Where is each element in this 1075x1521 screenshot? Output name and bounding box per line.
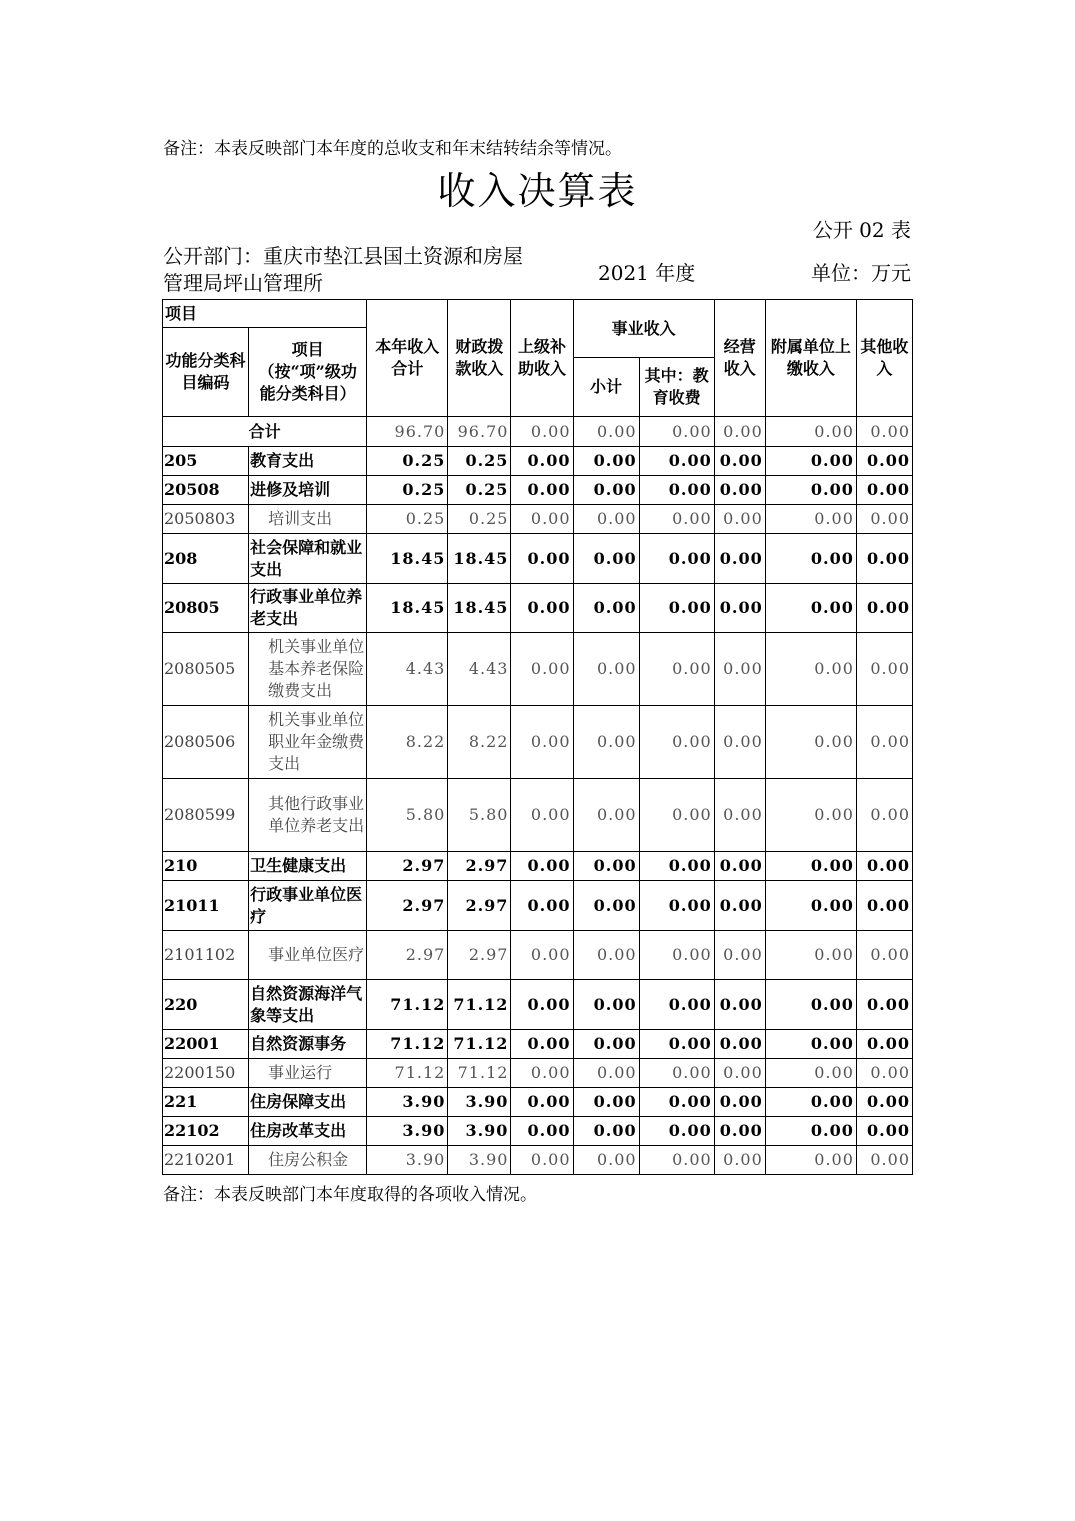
row-code: 2050803 [163,505,249,534]
header-edu: 其中：教育收费 [639,358,714,417]
table-row [163,931,913,980]
total-value: 0.00 [511,417,573,447]
row-name: 行政事业单位医疗 [249,881,367,931]
row-value: 0.00 [856,881,912,931]
row-value: 0.00 [639,1117,714,1146]
header-career: 事业收入 [573,300,714,358]
row-value: 0.00 [856,1030,912,1059]
row-value: 0.00 [639,447,714,476]
table-row [163,534,913,584]
department-label: 公开部门：重庆市垫江县国土资源和房屋管理局坪山管理所 [163,244,523,295]
row-value: 71.12 [367,980,448,1030]
row-name: 机关事业单位基本养老保险缴费支出 [249,633,367,706]
row-value: 0.25 [448,505,511,534]
row-value: 0.00 [856,1146,912,1175]
row-value: 0.00 [765,1117,856,1146]
row-value: 0.25 [367,505,448,534]
row-name: 自然资源事务 [249,1030,367,1059]
row-value: 0.00 [511,881,573,931]
table-row [163,1146,913,1175]
row-value: 0.00 [573,633,639,706]
total-value: 0.00 [856,417,912,447]
row-value: 0.00 [639,1030,714,1059]
row-name: 住房改革支出 [249,1117,367,1146]
row-value: 0.00 [714,881,765,931]
row-value: 0.00 [511,1059,573,1088]
total-value: 96.70 [367,417,448,447]
row-value: 0.00 [639,852,714,881]
row-value: 0.00 [639,1059,714,1088]
row-value: 0.00 [765,1146,856,1175]
row-name: 事业单位医疗 [249,931,367,980]
row-value: 0.00 [714,852,765,881]
row-code: 2080599 [163,779,249,852]
row-value: 0.00 [511,584,573,633]
row-name: 行政事业单位养老支出 [249,584,367,633]
total-value: 0.00 [639,417,714,447]
header-business: 经营收入 [714,300,765,417]
row-value: 0.00 [714,633,765,706]
row-value: 8.22 [448,706,511,779]
row-name: 培训支出 [249,505,367,534]
row-value: 0.00 [856,584,912,633]
row-value: 2.97 [367,852,448,881]
row-name: 教育支出 [249,447,367,476]
table-row [163,779,913,852]
table-row [163,1059,913,1088]
row-code: 2080505 [163,633,249,706]
row-value: 0.00 [511,1117,573,1146]
row-value: 0.00 [765,584,856,633]
row-value: 0.00 [765,931,856,980]
table-row [163,505,913,534]
row-value: 5.80 [367,779,448,852]
row-value: 0.00 [856,980,912,1030]
row-value: 0.00 [765,1088,856,1117]
row-value: 0.00 [573,447,639,476]
table-row [163,1117,913,1146]
row-value: 4.43 [448,633,511,706]
header-total: 本年收入合计 [367,300,448,417]
row-value: 0.00 [639,1146,714,1175]
row-value: 0.00 [573,779,639,852]
row-code: 208 [163,534,249,584]
header-fiscal: 财政拨款收入 [448,300,511,417]
income-table [162,299,913,1175]
row-code: 20508 [163,476,249,505]
row-value: 2.97 [367,931,448,980]
row-value: 0.00 [511,1088,573,1117]
table-row [163,633,913,706]
table-row [163,1030,913,1059]
table-row [163,1088,913,1117]
row-value: 0.00 [511,447,573,476]
row-value: 0.00 [511,1030,573,1059]
table-row [163,881,913,931]
row-value: 0.00 [765,779,856,852]
row-value: 5.80 [448,779,511,852]
unit-label: 单位：万元 [811,261,911,285]
row-value: 3.90 [448,1146,511,1175]
row-value: 0.00 [856,779,912,852]
row-value: 0.00 [856,931,912,980]
row-value: 0.00 [856,1088,912,1117]
row-value: 0.00 [765,980,856,1030]
row-value: 0.00 [714,1030,765,1059]
header-other: 其他收入 [856,300,912,417]
row-value: 0.00 [856,1059,912,1088]
top-note: 备注：本表反映部门本年度的总收支和年末结转结余等情况。 [163,139,622,159]
row-value: 0.00 [714,534,765,584]
row-code: 2080506 [163,706,249,779]
row-value: 0.00 [573,1146,639,1175]
row-value: 0.00 [573,980,639,1030]
total-row [163,417,913,447]
row-value: 0.00 [639,505,714,534]
row-value: 18.45 [448,534,511,584]
row-value: 0.00 [765,476,856,505]
row-value: 18.45 [367,584,448,633]
row-value: 71.12 [367,1030,448,1059]
row-value: 0.25 [448,476,511,505]
row-value: 0.00 [573,881,639,931]
row-value: 0.00 [765,447,856,476]
row-value: 0.00 [573,1059,639,1088]
row-value: 0.00 [573,1117,639,1146]
row-value: 0.00 [639,779,714,852]
row-value: 0.00 [714,1117,765,1146]
header-row-1 [163,300,913,328]
total-label: 合计 [163,417,367,447]
table-number: 公开 02 表 [812,218,911,242]
table-row [163,852,913,881]
row-value: 0.00 [714,505,765,534]
row-name: 其他行政事业单位养老支出 [249,779,367,852]
row-value: 0.00 [639,931,714,980]
row-value: 71.12 [448,980,511,1030]
row-value: 0.00 [856,534,912,584]
table-row [163,476,913,505]
row-code: 221 [163,1088,249,1117]
row-value: 0.00 [511,931,573,980]
row-value: 0.00 [856,476,912,505]
row-value: 3.90 [367,1088,448,1117]
row-value: 0.00 [573,931,639,980]
row-value: 0.00 [856,1117,912,1146]
row-value: 0.00 [714,931,765,980]
row-value: 4.43 [367,633,448,706]
total-value: 96.70 [448,417,511,447]
row-value: 0.00 [765,1030,856,1059]
row-code: 22001 [163,1030,249,1059]
table-row [163,706,913,779]
row-value: 0.00 [639,1088,714,1117]
row-value: 0.00 [765,852,856,881]
header-code: 功能分类科目编码 [163,328,249,417]
row-value: 0.00 [573,584,639,633]
table-row [163,584,913,633]
row-value: 0.00 [639,706,714,779]
row-value: 0.00 [765,505,856,534]
row-value: 71.12 [448,1059,511,1088]
row-value: 0.00 [511,706,573,779]
row-value: 0.25 [448,447,511,476]
row-value: 0.00 [573,505,639,534]
row-name: 进修及培训 [249,476,367,505]
row-value: 18.45 [448,584,511,633]
row-code: 22102 [163,1117,249,1146]
row-value: 0.25 [367,476,448,505]
row-code: 2200150 [163,1059,249,1088]
row-value: 3.90 [448,1117,511,1146]
row-value: 0.00 [714,1088,765,1117]
row-value: 2.97 [367,881,448,931]
row-value: 3.90 [448,1088,511,1117]
row-value: 0.00 [573,1088,639,1117]
row-name: 机关事业单位职业年金缴费支出 [249,706,367,779]
table-row [163,980,913,1030]
row-value: 2.97 [448,931,511,980]
fiscal-year: 2021 年度 [598,261,696,285]
row-code: 205 [163,447,249,476]
row-value: 3.90 [367,1117,448,1146]
row-code: 2101102 [163,931,249,980]
row-value: 0.00 [511,1146,573,1175]
row-value: 0.00 [511,779,573,852]
row-value: 0.00 [714,584,765,633]
row-name: 住房公积金 [249,1146,367,1175]
row-code: 21011 [163,881,249,931]
bottom-note: 备注：本表反映部门本年度取得的各项收入情况。 [163,1185,537,1205]
row-value: 0.00 [714,447,765,476]
header-affiliate: 附属单位上缴收入 [765,300,856,417]
total-value: 0.00 [765,417,856,447]
header-item: 项目 [163,300,367,328]
row-value: 0.00 [573,1030,639,1059]
row-value: 0.00 [639,584,714,633]
row-code: 210 [163,852,249,881]
row-code: 220 [163,980,249,1030]
table-row [163,447,913,476]
row-value: 8.22 [367,706,448,779]
row-value: 0.00 [765,706,856,779]
page-title: 收入决算表 [437,169,638,213]
row-value: 2.97 [448,852,511,881]
row-name: 住房保障支出 [249,1088,367,1117]
row-value: 0.00 [856,706,912,779]
row-value: 0.00 [856,447,912,476]
row-value: 0.00 [639,476,714,505]
row-name: 自然资源海洋气象等支出 [249,980,367,1030]
row-value: 0.00 [639,633,714,706]
row-value: 71.12 [367,1059,448,1088]
header-sub: 小计 [573,358,639,417]
row-value: 0.00 [714,476,765,505]
row-value: 0.00 [714,1146,765,1175]
row-value: 71.12 [448,1030,511,1059]
row-value: 0.00 [639,534,714,584]
row-value: 0.00 [511,852,573,881]
row-value: 0.00 [639,881,714,931]
row-value: 2.97 [448,881,511,931]
row-value: 0.00 [856,505,912,534]
row-value: 0.00 [511,505,573,534]
row-value: 0.00 [573,706,639,779]
row-value: 0.00 [639,980,714,1030]
row-value: 0.00 [573,852,639,881]
row-value: 0.00 [765,633,856,706]
row-name: 卫生健康支出 [249,852,367,881]
row-value: 0.00 [765,881,856,931]
row-name: 社会保障和就业支出 [249,534,367,584]
row-code: 20805 [163,584,249,633]
row-value: 0.00 [511,534,573,584]
total-value: 0.00 [714,417,765,447]
row-value: 0.00 [856,633,912,706]
row-value: 0.25 [367,447,448,476]
row-value: 0.00 [714,1059,765,1088]
row-value: 0.00 [765,1059,856,1088]
row-value: 0.00 [573,534,639,584]
total-value: 0.00 [573,417,639,447]
row-value: 0.00 [511,980,573,1030]
row-value: 18.45 [367,534,448,584]
row-name: 事业运行 [249,1059,367,1088]
row-value: 0.00 [511,633,573,706]
row-value: 0.00 [856,852,912,881]
row-value: 3.90 [367,1146,448,1175]
header-name: 项目（按“项”级功能分类科目） [249,328,367,417]
row-value: 0.00 [765,534,856,584]
row-code: 2210201 [163,1146,249,1175]
row-value: 0.00 [714,980,765,1030]
row-value: 0.00 [573,476,639,505]
row-value: 0.00 [714,706,765,779]
header-upper: 上级补助收入 [511,300,573,417]
row-value: 0.00 [714,779,765,852]
row-value: 0.00 [511,476,573,505]
